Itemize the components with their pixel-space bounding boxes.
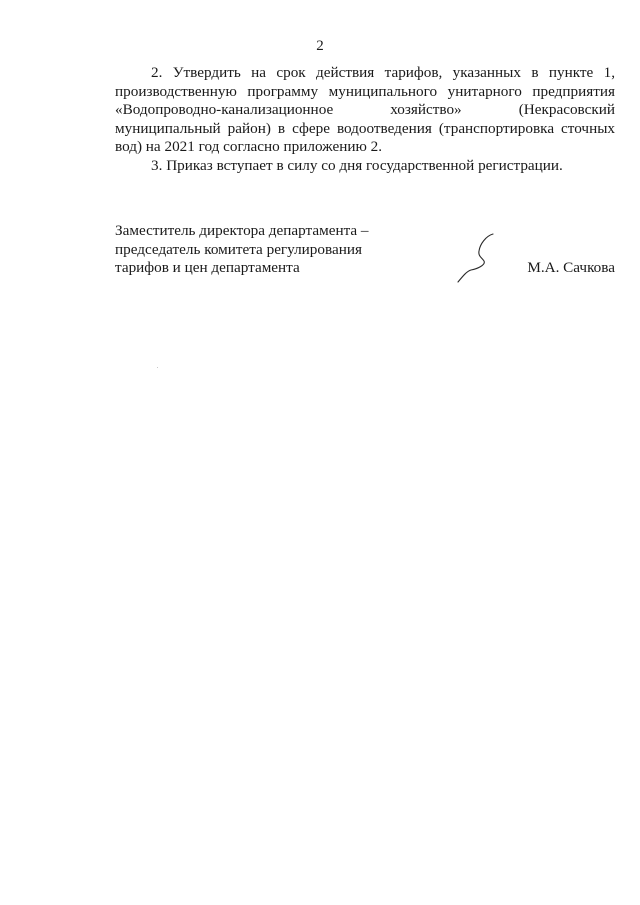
signer-name: М.А. Сачкова — [527, 259, 615, 276]
scan-artifact — [157, 367, 158, 368]
document-body — [115, 64, 615, 175]
signer-title: Заместитель директора департамента – председатель комитета регулирования тарифов и цен департамента — [115, 222, 369, 276]
handwritten-signature — [455, 232, 505, 284]
signature-block — [115, 222, 615, 278]
page-number: 2 — [316, 38, 324, 54]
paragraph-3: 3. Приказ вступает в силу со дня государственной регистрации. — [151, 156, 563, 174]
paragraph-2: 2. Утвердить на срок действия тарифов, указанных в пункте 1, производственную программу муниципального унитарного предприятия «Водопроводно-канализационное хозяйство» (Некрасовский муниципальный район) в сфере водоотведения (транспортировка сточных вод) на 2021 год согласно приложению 2. — [115, 64, 615, 155]
